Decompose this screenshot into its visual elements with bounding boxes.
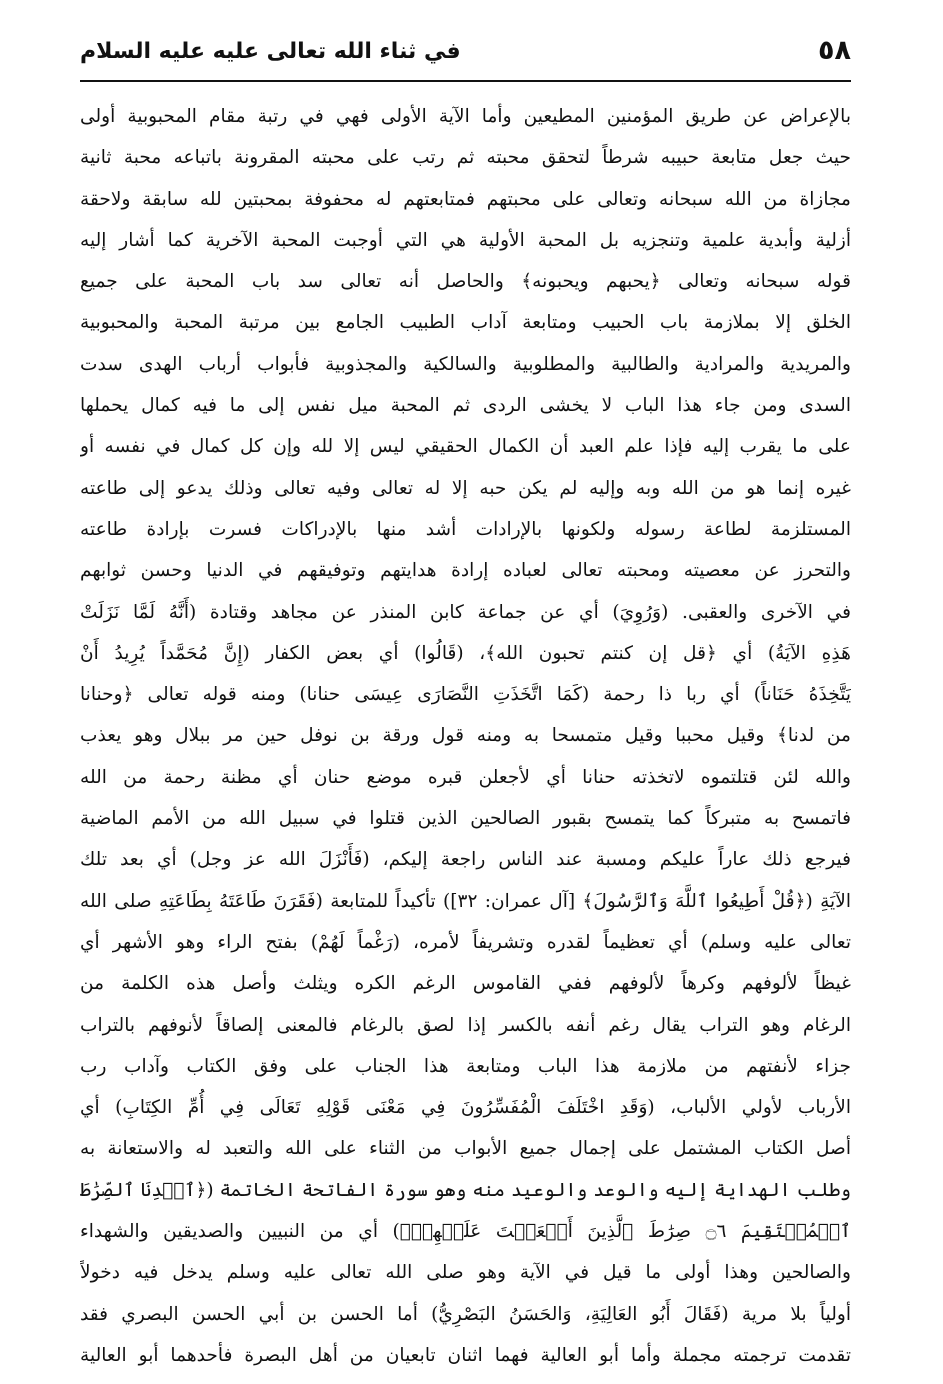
text-line: أزلية وأبدية علمية وتنجزيه بل المحبة الأولية هي التي أوجبت المحبة الآخرية كما أشار إليه: [80, 229, 851, 251]
text-line: فيرجع ذلك عاراً عليكم ومسبة عند الناس راجعة إليكم، (فَأَنْزَلَ الله عز وجل) أي بعد تلك: [80, 849, 851, 871]
text-line: المستلزمة لطاعة رسوله ولكونها بالإرادات أشد منها بالإدراكات فسرت بإرادة طاعته: [80, 518, 851, 540]
text-line: في الآخرى والعقبى. (وَرُوِيَ) أي عن جماعة كابن المنذر عن مجاهد وقتادة (أَنَّهُ لَمَّا نَزَلَتْ: [80, 601, 851, 623]
page-number: ٥٨: [818, 35, 851, 66]
text-line: تقدمت ترجمته مجملة وأما أبو العالية فهما اثنان تابعيان من أهل البصرة فأحدهما أبو العالية: [80, 1344, 851, 1366]
text-line: غيظاً لألوفهم وكرهاً لألوفهم ففي القاموس الرغم الكره ويثلث وأصل هذه الكلمة من: [80, 973, 851, 995]
text-line: والتحرز عن معصيته ومحبته تعالى لعباده إرادة هدايتهم وتوفيقهم في الدنيا وحسن ثوابهم: [80, 560, 851, 582]
text-line: السدى ومن جاء هذا الباب لا يخشى الردى ثم المحبة ميل نفس إلى ما فيه كمال يحملها: [80, 395, 851, 417]
text-line: فاتمسح به متبركاً كما يتمسح بقبور الصالحين الذين قتلوا في سبيل الله من الأمم الماضية: [80, 808, 851, 830]
text-line: أصل الكتاب المشتمل على إجمال جميع الأبواب من الثناء على الله والتعبد له والاستعانة به: [80, 1138, 851, 1160]
text-line: الأرباب لأولي الألباب، (وَقَدِ اخْتَلَفَ الْمُفَسِّرُونَ فِي مَعْنَى قَوْلِهِ تَعَالَى فِي أُمِّ الكِتَابِ) أي: [80, 1097, 851, 1119]
text-line: والصالحين وهذا أولى ما قيل في الآية وهو صلى الله تعالى عليه وسلم يدخل فيه دخولاً: [80, 1262, 851, 1284]
running-title: في ثناء الله تعالى عليه عليه السلام: [80, 39, 461, 64]
text-line: غيره إنما هو من الله وبه وإليه لم يكن حبه إلا له تعالى وفيه تعالى وذلك يدعو إلى طاعته: [80, 477, 851, 499]
text-line: الآيَةِ (﴿قُلْ أَطِيعُوا ٱللَّهَ وَٱلرَّسُولَ﴾ [آل عمران: ٣٢]) تأكيداً للمتابعة (فَقَرَنَ طَاعَتَهُ بِطَاعَتِهِ صلى الله: [80, 890, 851, 912]
text-line: بالإعراض عن طريق المؤمنين المطيعين وأما الآية الأولى فهي في رتبة مقام المحبوبية أولى: [80, 106, 851, 127]
text-line: ٱلۡمُسۡتَقِيمَ ۝٦ صِرَٰطَ ٱلَّذِينَ أَنۡعَمۡتَ عَلَيۡهِمۡ﴾) أي من النبيين والصديقين والشهداء: [80, 1221, 851, 1243]
text-line: يَتَّخِذَهُ حَنَاناً) أي ربا ذا رحمة (كَمَا اتَّخَذَتِ النَّصَارَى عِيسَى حنانا) ومنه قوله تعالى ﴿وحنانا: [80, 684, 851, 706]
text-line: والله لئن قتلتموه لاتخذته حنانا أي لأجعلن قبره موضع حنان أي مظنة رحمة من الله: [80, 766, 851, 788]
text-line: على ما يقرب إليه فإذا علم العبد أن الكمال الحقيقي ليس إلا لله وإن كل كمال في نفسه أو: [80, 436, 851, 458]
text-line: حيث جعل متابعة حبيبه شرطاً لتحقق محبته ثم رتب على محبته المقرونة باتباعه محبة ثانية: [80, 147, 851, 169]
text-line: والمريدية والمرادية والطالبية والمطلوبية والسالكية والمجذوبية فأبواب أرباب الهدى سدت: [80, 353, 851, 375]
text-line: الخلق إلا بملازمة باب الحبيب ومتابعة آداب الطبيب الجامع بين مرتبة المحبة والمحبوبية: [80, 312, 851, 334]
text-line: من لدنا﴾ وقيل محببا وقيل متمسحا به ومنه قول ورقة بن نوفل حين مر ببلال وهو يعذب: [80, 725, 851, 747]
text-line: أولياً بلا مرية (فَقَالَ أَبُو العَالِيَةِ، وَالحَسَنُ البَصْرِيُّ) أما الحسن بن أبي الحسن البصري فقد: [80, 1303, 851, 1325]
text-line: تعالى عليه وسلم) أي تعظيماً لقدره وتشريفاً لأمره، (رَغْماً لَهُمْ) بفتح الراء وهو الأشهر أي: [80, 931, 851, 953]
text-line: قوله سبحانه وتعالى ﴿يحبهم ويحبونه﴾ والحاصل أنه تعالى سد باب المحبة على جميع: [80, 271, 851, 293]
header-divider: [80, 80, 851, 82]
text-line: هَذِهِ الآيَةُ) أي ﴿قل إن كنتم تحبون الله﴾، (قَالُوا) أي بعض الكفار (إِنَّ مُحَمَّداً يُرِيدُ أَنْ: [80, 642, 851, 664]
page-header: [80, 28, 851, 76]
text-line: وطلب الهداية إليه والوعد والوعيد منه وهو سورة الفاتحة الخاتمة (﴿ٱهۡدِنَا ٱلصِّرَٰطَ: [80, 1179, 851, 1201]
text-line: جزاء لأنفتهم من ملازمة هذا الباب ومتابعة هذا الجناب على وفق الكتاب وآداب رب: [80, 1055, 851, 1077]
body-text: [80, 96, 851, 1376]
text-line: الرغام وهو التراب يقال رغم أنفه بالكسر إذا لصق بالرغام فالمعنى إلصاقاً لأنوفهم بالتراب: [80, 1014, 851, 1036]
text-line: مجازاة من الله سبحانه وتعالى على محبتهم فمتابعتهم له محفوفة بمحبتين لله سابقة ولاحقة: [80, 188, 851, 210]
